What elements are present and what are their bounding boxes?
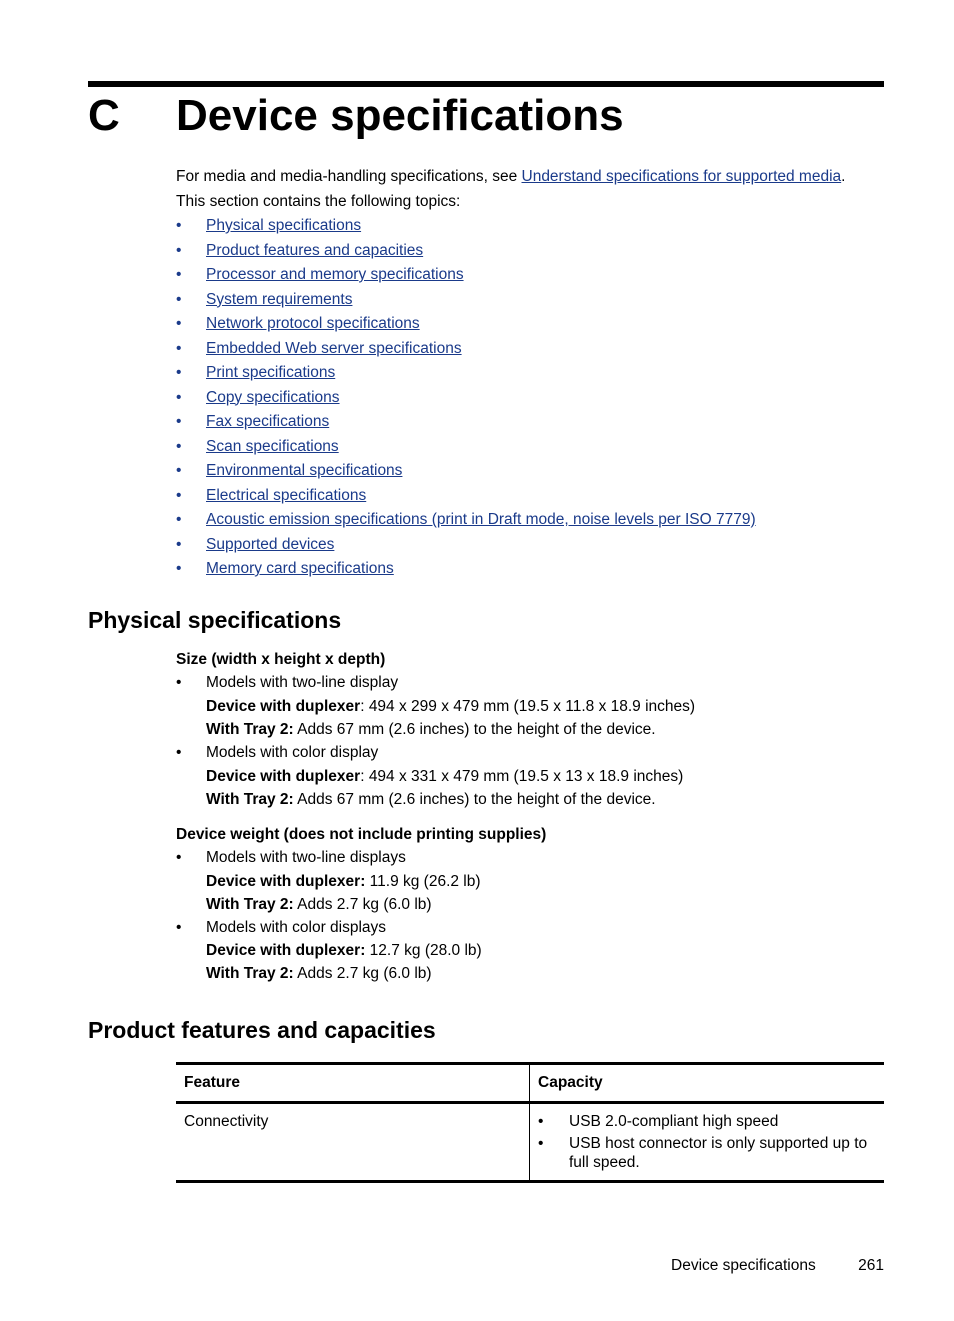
weight-item-color (176, 916, 886, 939)
tray-weight-line (176, 893, 886, 916)
capacity-text: USB 2.0-compliant high speed (569, 1113, 779, 1130)
bullet: • (176, 413, 182, 430)
bullet: • (176, 315, 182, 332)
tray-value: Adds 2.7 kg (6.0 lb) (293, 965, 432, 982)
topic-link-supported-devices[interactable]: Supported devices (206, 535, 335, 553)
topic-item (176, 263, 886, 288)
bullet: • (176, 217, 182, 234)
topics-list (176, 214, 886, 582)
bullet: • (176, 560, 182, 577)
model-label: Models with color display (206, 744, 379, 761)
topic-item (176, 288, 886, 313)
model-label: Models with two-line displays (206, 849, 406, 866)
footer-section-title: Device specifications (671, 1257, 816, 1274)
chapter-title: Device specifications (176, 91, 624, 140)
topic-item (176, 459, 886, 484)
topic-item (176, 435, 886, 460)
tray-value: Adds 2.7 kg (6.0 lb) (293, 896, 432, 913)
size-item-two-line (176, 671, 886, 694)
topic-item (176, 533, 886, 558)
page-number: 261 (858, 1257, 884, 1274)
physical-specs-heading: Physical specifications (88, 607, 342, 633)
duplexer-label: Device with duplexer: (206, 942, 366, 959)
topic-item (176, 361, 886, 386)
features-table (176, 1062, 884, 1183)
model-label: Models with color displays (206, 919, 387, 936)
model-label: Models with two-line display (206, 674, 399, 691)
duplexer-label: Device with duplexer (206, 768, 361, 785)
topic-link-product-features[interactable]: Product features and capacities (206, 241, 424, 259)
physical-specs-section (176, 648, 886, 985)
tray-size-line (176, 718, 886, 741)
tray-value: Adds 67 mm (2.6 inches) to the height of the device. (293, 721, 656, 738)
duplexer-value: 12.7 kg (28.0 lb) (365, 942, 482, 959)
duplexer-label: Device with duplexer: (206, 873, 366, 890)
size-item-color (176, 741, 886, 764)
tray-size-line (176, 788, 886, 811)
topic-item (176, 484, 886, 509)
bullet: • (176, 744, 182, 761)
tray-label: With Tray 2: (206, 791, 294, 808)
duplexer-weight-line (176, 939, 886, 962)
bullet: • (176, 462, 182, 479)
bullet: • (176, 241, 182, 259)
tray-label: With Tray 2: (206, 965, 294, 982)
bullet: • (176, 339, 182, 357)
capacity-cell (530, 1103, 885, 1182)
duplexer-size-line (176, 765, 886, 788)
topic-link-electrical[interactable]: Electrical specifications (206, 486, 367, 504)
topic-item (176, 312, 886, 337)
intro-prefix: For media and media-handling specifications, see (176, 168, 522, 185)
media-specs-link[interactable]: Understand specifications for supported media (521, 168, 842, 185)
chapter-top-rule (88, 81, 884, 87)
duplexer-value: : 494 x 331 x 479 mm (19.5 x 13 x 18.9 inches) (360, 768, 684, 785)
table-row (176, 1103, 884, 1182)
capacity-item (538, 1112, 876, 1131)
duplexer-label: Device with duplexer (206, 698, 361, 715)
size-heading: Size (width x height x depth) (176, 651, 386, 668)
tray-label: With Tray 2: (206, 721, 294, 738)
chapter-letter: C (88, 91, 120, 140)
topic-link-copy[interactable]: Copy specifications (206, 388, 340, 406)
topic-link-memory-card[interactable]: Memory card specifications (206, 560, 394, 577)
topic-item (176, 337, 886, 362)
tray-weight-line (176, 962, 886, 985)
intro-suffix: . (841, 168, 846, 185)
weight-item-two-line (176, 846, 886, 869)
topic-item (176, 386, 886, 411)
capacity-item (538, 1134, 876, 1172)
tray-value: Adds 67 mm (2.6 inches) to the height of the device. (293, 791, 656, 808)
topic-item (176, 214, 886, 239)
duplexer-value: 11.9 kg (26.2 lb) (365, 873, 481, 890)
topic-link-network-protocol[interactable]: Network protocol specifications (206, 315, 420, 332)
topic-item (176, 410, 886, 435)
bullet: • (176, 486, 182, 504)
topic-link-environmental[interactable]: Environmental specifications (206, 462, 403, 479)
bullet: • (176, 437, 182, 455)
tray-label: With Tray 2: (206, 896, 294, 913)
column-header-capacity: Capacity (538, 1074, 603, 1091)
bullet: • (176, 290, 182, 308)
topic-link-embedded-web-server[interactable]: Embedded Web server specifications (206, 339, 462, 357)
topic-item (176, 508, 886, 533)
table-header-row (176, 1064, 884, 1103)
capacity-list (538, 1112, 876, 1172)
feature-cell: Connectivity (176, 1103, 530, 1182)
bullet: • (176, 919, 182, 936)
bullet: • (538, 1113, 544, 1130)
bullet: • (176, 388, 182, 406)
duplexer-value: : 494 x 299 x 479 mm (19.5 x 11.8 x 18.9 inches) (360, 698, 696, 715)
bullet: • (176, 535, 182, 553)
topic-link-system-requirements[interactable]: System requirements (206, 290, 353, 308)
column-header-feature: Feature (176, 1064, 530, 1103)
topic-link-fax[interactable]: Fax specifications (206, 413, 330, 430)
topic-link-print[interactable]: Print specifications (206, 364, 336, 381)
bullet: • (176, 511, 182, 528)
product-features-heading: Product features and capacities (88, 1017, 436, 1043)
bullet: • (176, 266, 182, 283)
bullet: • (538, 1135, 544, 1152)
capacity-text: USB host connector is only supported up to full speed. (569, 1135, 868, 1171)
topic-item (176, 239, 886, 264)
topic-link-processor-memory[interactable]: Processor and memory specifications (206, 266, 464, 283)
topic-link-scan[interactable]: Scan specifications (206, 437, 339, 455)
topic-item (176, 557, 886, 582)
bullet: • (176, 849, 182, 866)
duplexer-size-line (176, 695, 886, 718)
weight-heading: Device weight (does not include printing supplies) (176, 826, 547, 843)
intro-section (176, 165, 886, 582)
bullet: • (176, 674, 182, 691)
topic-link-acoustic[interactable]: Acoustic emission specifications (print in Draft mode, noise levels per ISO 7779) (206, 511, 756, 528)
intro-line-topics: This section contains the following topics: (176, 192, 461, 210)
bullet: • (176, 364, 182, 381)
intro-line-media (176, 165, 886, 190)
topic-link-physical[interactable]: Physical specifications (206, 217, 362, 234)
duplexer-weight-line (176, 870, 886, 893)
